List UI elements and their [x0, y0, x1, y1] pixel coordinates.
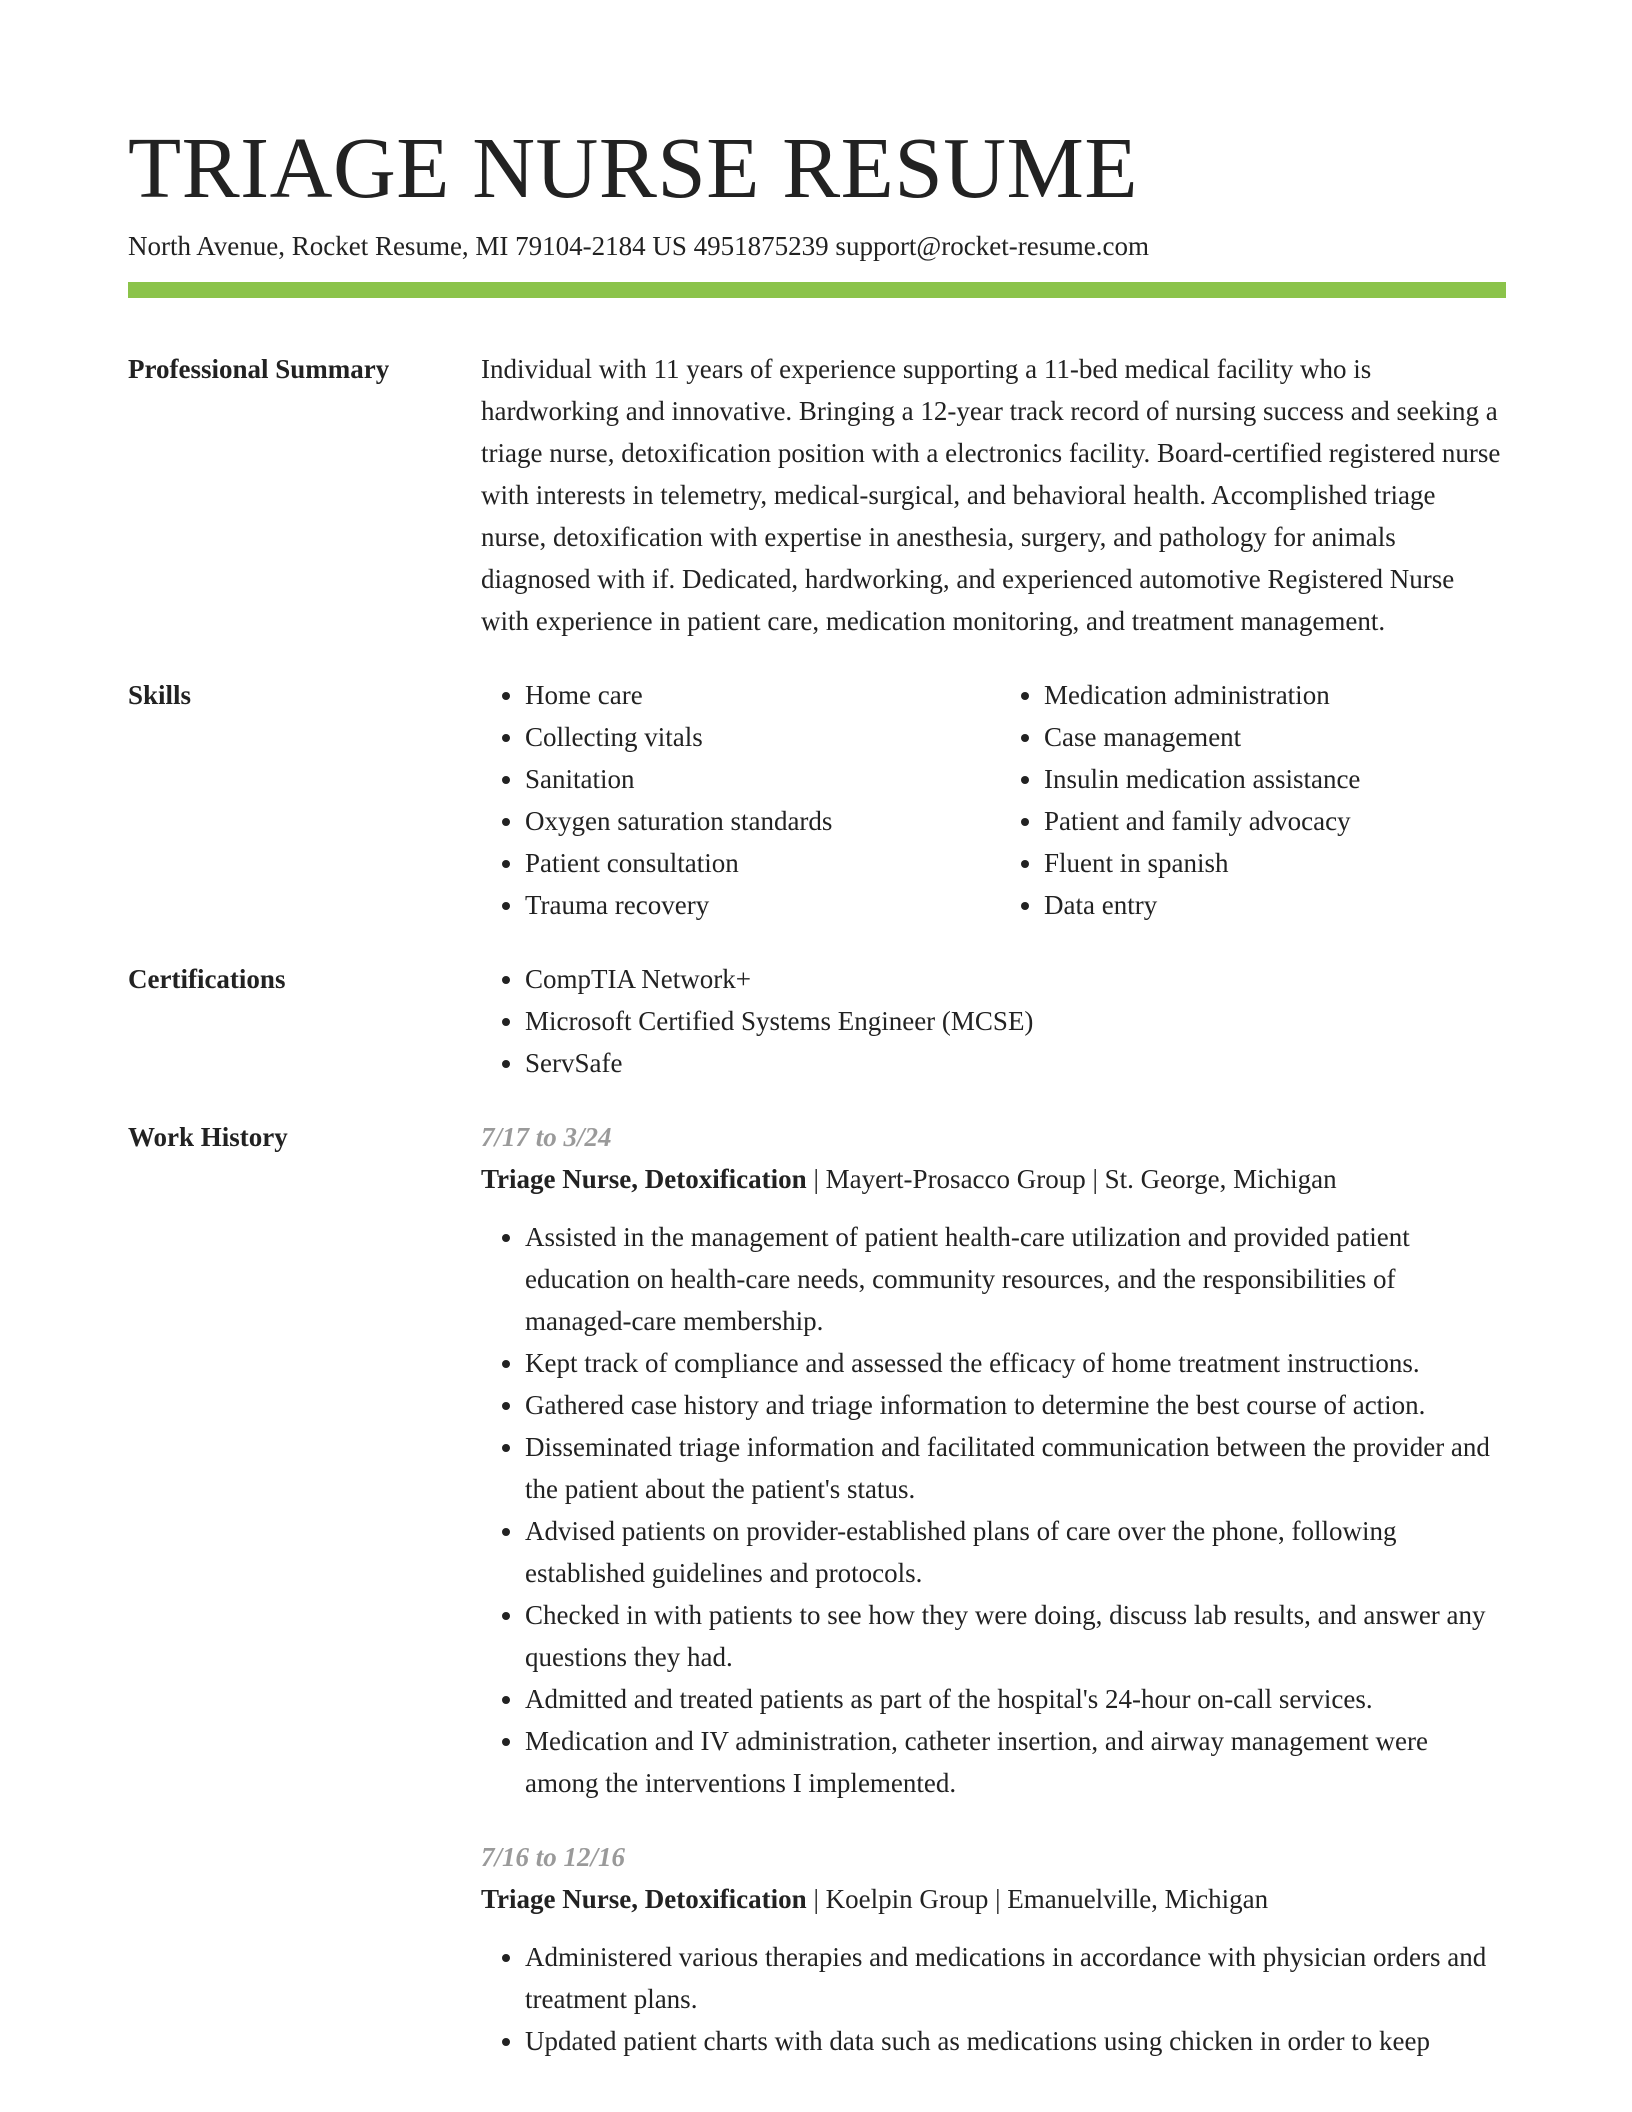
skill-item: • Home care: [525, 674, 985, 716]
skills-list-right: [1000, 674, 1504, 926]
job-dates: 7/17 to 3/24: [481, 1122, 612, 1152]
certification-item: • ServSafe: [525, 1042, 1506, 1084]
job-entry: [481, 1116, 1506, 1804]
skill-item: • Data entry: [1044, 884, 1504, 926]
skill-item: • Case management: [1044, 716, 1504, 758]
section-label: Work History: [128, 1122, 288, 1152]
skill-item: • Sanitation: [525, 758, 985, 800]
job-duty: • Checked in with patients to see how they were doing, discuss lab results, and answer any questions they had.: [525, 1594, 1506, 1678]
job-duty: • Updated patient charts with data such as medications using chicken in order to keep: [525, 2020, 1506, 2062]
resume-page: [128, 118, 1506, 2062]
skill-item: • Patient and family advocacy: [1044, 800, 1504, 842]
job-duty: • Kept track of compliance and assessed the efficacy of home treatment instructions.: [525, 1342, 1506, 1384]
certifications-list: [481, 958, 1506, 1084]
job-details: | Mayert-Prosacco Group | St. George, Michigan: [806, 1164, 1337, 1194]
job-duty: • Disseminated triage information and facilitated communication between the provider and the patient about the patient's status.: [525, 1426, 1506, 1510]
summary-text: Individual with 11 years of experience supporting a 11-bed medical facility who is hardworking and innovative. Bringing a 12-year track record of nursing success and seeking a triage nurse, detoxification position with a electronics facility. Board-certified registered nurse with interests in telemetry, medical-surgical, and behavioral health. Accomplished triage nurse, detoxification with expertise in anesthesia, surgery, and pathology for animals diagnosed with if. Dedicated, hardworking, and experienced automotive Registered Nurse with experience in patient care, medication monitoring, and treatment management.: [481, 354, 1501, 636]
job-heading: [481, 1158, 1506, 1200]
certification-item: • Microsoft Certified Systems Engineer (MCSE): [525, 1000, 1506, 1042]
accent-divider: [128, 282, 1506, 298]
skill-item: • Fluent in spanish: [1044, 842, 1504, 884]
job-duties-list: [481, 1936, 1506, 2062]
job-duty: • Advised patients on provider-established plans of care over the phone, following established guidelines and protocols.: [525, 1510, 1506, 1594]
job-duties-list: [481, 1216, 1506, 1804]
contact-line: North Avenue, Rocket Resume, MI 79104-2184 US 4951875239 support@rocket-resume.com: [128, 231, 1149, 261]
job-duty: • Medication and IV administration, catheter insertion, and airway management were among the interventions I implemented.: [525, 1720, 1506, 1804]
skill-item: • Collecting vitals: [525, 716, 985, 758]
job-duty: • Admitted and treated patients as part of the hospital's 24-hour on-call services.: [525, 1678, 1506, 1720]
section-label: Professional Summary: [128, 354, 390, 384]
skill-item: • Oxygen saturation standards: [525, 800, 985, 842]
skills-list-left: [481, 674, 985, 926]
job-heading: [481, 1878, 1506, 1920]
skill-item: • Trauma recovery: [525, 884, 985, 926]
skill-item: • Insulin medication assistance: [1044, 758, 1504, 800]
job-details: | Koelpin Group | Emanuelville, Michigan: [806, 1884, 1269, 1914]
job-entry: [481, 1836, 1506, 2062]
section-label: Skills: [128, 680, 192, 710]
job-duty: • Gathered case history and triage information to determine the best course of action.: [525, 1384, 1506, 1426]
job-duty: • Assisted in the management of patient health-care utilization and provided patient education on health-care needs, community resources, and the responsibilities of managed-care membership.: [525, 1216, 1506, 1342]
job-duty: • Administered various therapies and medications in accordance with physician orders and treatment plans.: [525, 1936, 1506, 2020]
certifications-section: [128, 958, 1506, 1084]
resume-title: TRIAGE NURSE RESUME: [128, 119, 1139, 216]
certification-item: • CompTIA Network+: [525, 958, 1506, 1000]
skill-item: • Medication administration: [1044, 674, 1504, 716]
professional-summary-section: [128, 348, 1506, 642]
work-history-section: [128, 1116, 1506, 2062]
skills-section: [128, 674, 1506, 926]
job-title: Triage Nurse, Detoxification: [481, 1884, 807, 1914]
job-dates: 7/16 to 12/16: [481, 1842, 626, 1872]
skill-item: • Patient consultation: [525, 842, 985, 884]
job-title: Triage Nurse, Detoxification: [481, 1164, 807, 1194]
section-label: Certifications: [128, 964, 286, 994]
